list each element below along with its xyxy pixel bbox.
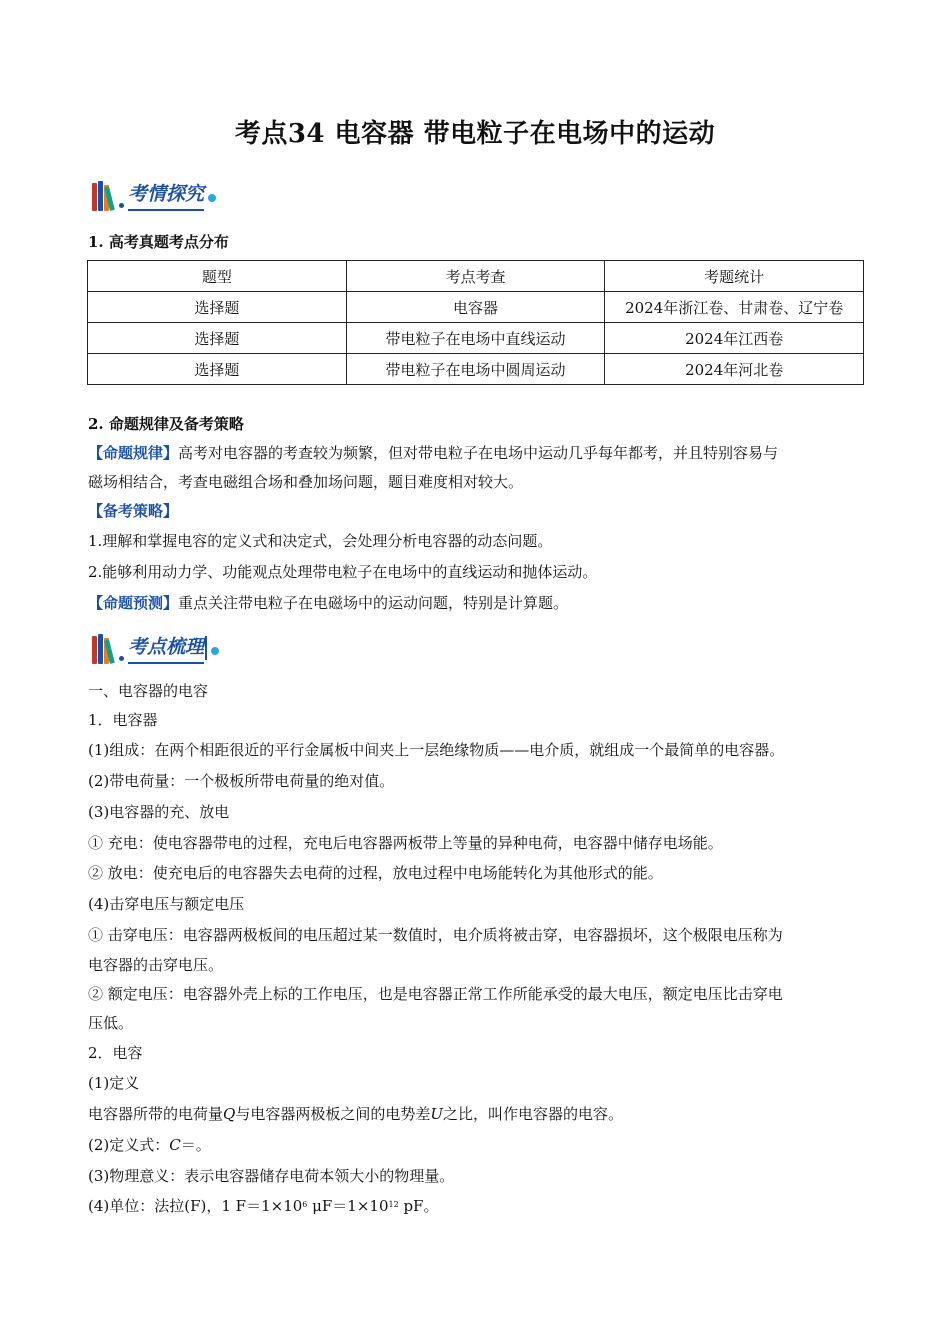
table-header-cell: 考题统计: [605, 261, 864, 292]
rule-line-2: 磁场相结合，考查电磁组合场和叠加场问题，题目难度相对较大。: [88, 473, 524, 491]
text-segment: pF。: [398, 1197, 439, 1215]
table-row: [88, 354, 864, 385]
text-segment: ＝。: [180, 1136, 211, 1154]
rule-text: 高考对电容器的考查较为频繁，但对带电粒子在电场中运动几乎每年都考，并且特别容易与: [178, 444, 779, 462]
symbol-c: C: [169, 1136, 181, 1154]
badge-label: 考情探究: [128, 180, 204, 211]
strategy-item-2: 2.能够利用动力学、功能观点处理带电粒子在电场中的直线运动和抛体运动。: [88, 563, 598, 581]
content-line: ② 额定电压：电容器外壳上标的工作电压，也是电容器正常工作所能承受的最大电压，额定电压比击穿电: [88, 985, 783, 1003]
page-title: 考点34 电容器 带电粒子在电场中的运动: [234, 119, 716, 149]
predict-tag: 【命题预测】: [88, 594, 179, 612]
exam-distribution-table: [87, 260, 864, 385]
content-line: (4)击穿电压与额定电压: [88, 895, 245, 913]
table-cell: 带电粒子在电场中圆周运动: [346, 354, 605, 385]
rule-tag: 【命题规律】: [88, 444, 179, 462]
section-badge-key-points: [90, 628, 219, 664]
symbol-q: Q: [223, 1105, 236, 1123]
content-line: 一、电容器的电容: [88, 682, 209, 700]
table-row: [88, 292, 864, 323]
content-line-unit: [88, 1191, 868, 1221]
content-line: (1)组成：在两个相距很近的平行金属板中间夹上一层绝缘物质——电介质，就组成一个最简单的电容器。: [88, 741, 785, 759]
table-cell: 2024年浙江卷、甘肃卷、辽宁卷: [605, 292, 864, 323]
table-cell: 选择题: [88, 323, 347, 354]
table-row: [88, 323, 864, 354]
table-cell: 2024年江西卷: [605, 323, 864, 354]
section-heading-distribution: 1. 高考真题考点分布: [88, 233, 229, 251]
section-heading-strategy: 2. 命题规律及备考策略: [88, 415, 244, 433]
content-line: (3)物理意义：表示电容器储存电荷本领大小的物理量。: [88, 1167, 455, 1185]
table-header-row: [88, 261, 864, 292]
table-cell: 电容器: [346, 292, 605, 323]
table-cell: 带电粒子在电场中直线运动: [346, 323, 605, 354]
content-line: 电容器的击穿电压。: [88, 956, 224, 974]
table-header-cell: 考点考查: [346, 261, 605, 292]
content-line: (1)定义: [88, 1074, 140, 1092]
text-segment: μF＝1×10: [307, 1197, 389, 1215]
exponent: 6: [302, 1200, 308, 1209]
table-cell: 选择题: [88, 354, 347, 385]
dot-icon: [208, 194, 216, 202]
content-line: 1．电容器: [88, 711, 158, 729]
text-segment: 电容器所带的电荷量: [88, 1105, 224, 1123]
content-line: (2)带电荷量：一个极板所带电荷量的绝对值。: [88, 772, 395, 790]
dot-icon: [211, 647, 219, 655]
predict-text: 重点关注带电粒子在电磁场中的运动问题，特别是计算题。: [178, 594, 569, 612]
content-line-definition: [88, 1099, 868, 1129]
content-line: ② 放电：使充电后的电容器失去电荷的过程，放电过程中电场能转化为其他形式的能。: [88, 864, 663, 882]
content-line-formula: [88, 1130, 868, 1160]
section-badge-exam-analysis: [90, 175, 216, 211]
exponent: 12: [388, 1200, 399, 1209]
content-line: ① 充电：使电容器带电的过程，充电后电容器两板带上等量的异种电荷，电容器中储存电场能。: [88, 834, 723, 852]
content-line: (3)电容器的充、放电: [88, 803, 230, 821]
content-line: ① 击穿电压：电容器两极板间的电压超过某一数值时，电介质将被击穿，电容器损坏，这个极限电压称为: [88, 926, 783, 944]
text-segment: 与电容器两极板之间的电势差: [235, 1105, 431, 1123]
books-icon: [90, 177, 122, 211]
rule-line-1: [88, 438, 868, 468]
strategy-tag: 【备考策略】: [88, 502, 179, 520]
text-segment: (4)单位：法拉(F)，1 F＝1×10: [88, 1197, 303, 1215]
content-line: 压低。: [88, 1014, 134, 1032]
symbol-u: U: [430, 1105, 443, 1123]
text-segment: (2)定义式：: [88, 1136, 170, 1154]
badge-label: 考点梳理: [128, 633, 204, 664]
predict-line: [88, 588, 868, 618]
table-cell: 选择题: [88, 292, 347, 323]
text-segment: 之比，叫作电容器的电容。: [443, 1105, 624, 1123]
strategy-tag-line: [88, 496, 868, 526]
books-icon: [90, 630, 122, 664]
content-line: 2．电容: [88, 1044, 143, 1062]
table-header-cell: 题型: [88, 261, 347, 292]
table-cell: 2024年河北卷: [605, 354, 864, 385]
strategy-item-1: 1.理解和掌握电容的定义式和决定式，会处理分析电容器的动态问题。: [88, 532, 553, 550]
text-cursor: [205, 636, 207, 660]
